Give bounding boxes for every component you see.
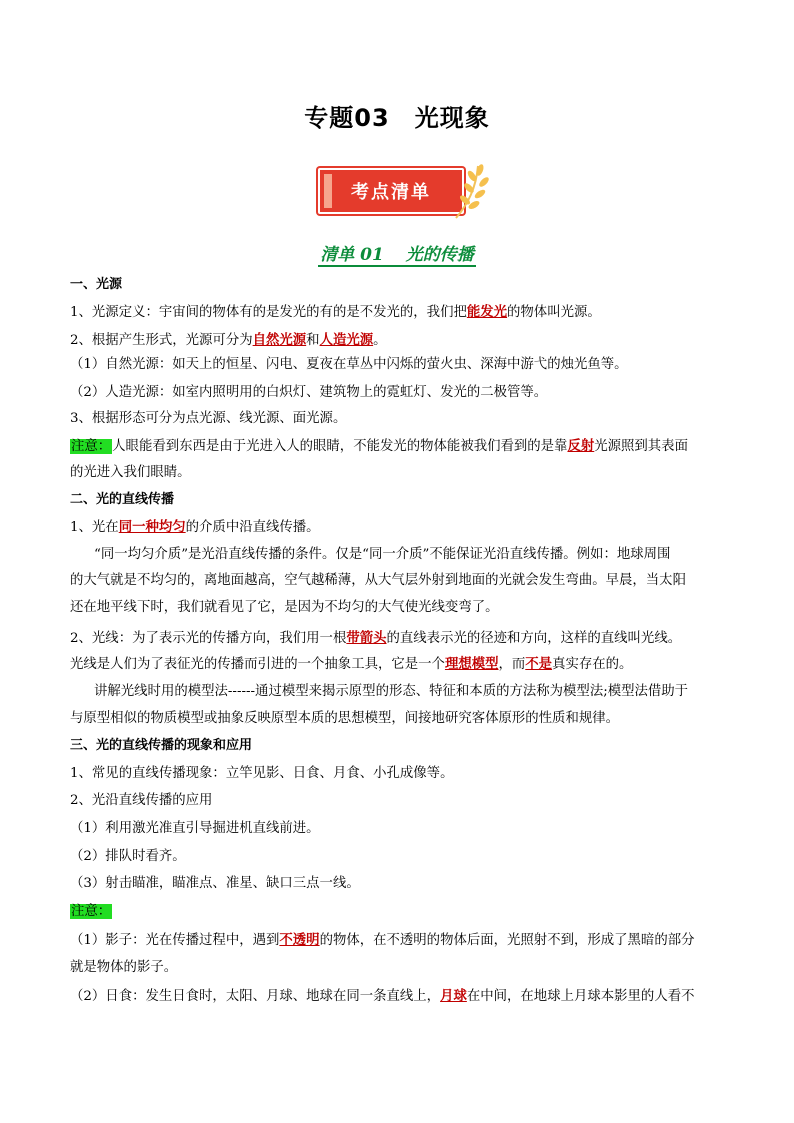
keyword: 人造光源: [319, 332, 374, 348]
section-badge: [318, 160, 488, 222]
paragraph: 2、根据产生形式，光源可分为自然光源和人造光源。: [70, 332, 387, 348]
keyword: 同一种均匀: [118, 519, 186, 535]
paragraph: （1）自然光源：如天上的恒星、闪电、夏夜在草丛中闪烁的萤火虫、深海中游弋的烛光鱼等。: [70, 357, 628, 372]
keyword: 能发光: [466, 304, 508, 320]
badge-label: 考点清单: [351, 182, 431, 203]
paragraph: 与原型相似的物质模型或抽象反映原型本质的思想模型，间接地研究客体原形的性质和规律。: [70, 711, 620, 726]
keyword: 不透明: [279, 932, 320, 948]
subtitle-underline: [318, 245, 476, 267]
heading-phenomena-applications: 三、光的直线传播的现象和应用: [70, 738, 253, 753]
paragraph: （1）利用激光准直引导掘进机直线前进。: [70, 821, 320, 836]
paragraph: 讲解光线时用的模型法------通过模型来揭示原型的形态、特征和本质的方法称为模型法;模型法借助于: [94, 684, 689, 699]
subtitle-prefix: 清单 01: [320, 245, 384, 265]
paragraph: 光线是人们为了表征光的传播而引进的一个抽象工具，它是一个理想模型，而不是真实存在的。: [70, 656, 633, 672]
heading-light-source: 一、光源: [70, 277, 123, 292]
keyword: 自然光源: [252, 332, 307, 348]
paragraph: （2）日食：发生日食时，太阳、月球、地球在同一条直线上，月球在中间，在地球上月球本影里的人看不: [70, 988, 695, 1004]
badge-stripe: [324, 174, 332, 208]
note-label: 注意：: [71, 904, 112, 919]
keyword: 理想模型: [444, 656, 499, 672]
paragraph: 就是物体的影子。: [70, 960, 178, 975]
paragraph: （2）排队时看齐。: [70, 849, 186, 864]
section-subtitle: [0, 240, 794, 265]
subtitle-topic: 光的传播: [405, 245, 474, 265]
keyword: 反射: [567, 438, 595, 454]
paragraph: 的大气就是不均匀的，离地面越高，空气越稀薄，从大气层外射到地面的光就会发生弯曲。早晨，当太阳: [70, 573, 686, 588]
paragraph: 1、光源定义：宇宙间的物体有的是发光的有的是不发光的，我们把能发光的物体叫光源。: [70, 304, 601, 320]
note-paragraph: 注意：人眼能看到东西是由于光进入人的眼睛，不能发光的物体能被我们看到的是靠反射光源照到其表面: [71, 438, 688, 454]
paragraph: 2、光线：为了表示光的传播方向，我们用一根带箭头的直线表示光的径迹和方向，这样的直线叫光线。: [70, 630, 682, 646]
keyword: 不是: [525, 656, 553, 672]
paragraph: 还在地平线下时，我们就看见了它，是因为不均匀的大气使光线变弯了。: [70, 600, 499, 615]
paragraph: 2、光沿直线传播的应用: [70, 793, 213, 808]
keyword: 带箭头: [346, 630, 387, 646]
paragraph: 1、光在同一种均匀的介质中沿直线传播。: [70, 519, 320, 535]
keyword: 月球: [440, 988, 467, 1004]
paragraph: 的光进入我们眼睛。: [70, 465, 191, 480]
page-title: 专题03 光现象: [304, 104, 490, 132]
paragraph: 3、根据形态可分为点光源、线光源、面光源。: [70, 411, 347, 426]
note-paragraph: [70, 902, 730, 922]
paragraph: “同一均匀介质”是光沿直线传播的条件。仅是“同一介质”不能保证光沿直线传播。例如：地球周围: [94, 547, 671, 562]
heading-straight-propagation: 二、光的直线传播: [70, 492, 175, 507]
paragraph: （1）影子：光在传播过程中，遇到不透明的物体，在不透明的物体后面，光照射不到，形成了黑暗的部分: [70, 932, 695, 948]
wheat-icon: [446, 160, 492, 222]
paragraph: 1、常见的直线传播现象：立竿见影、日食、月食、小孔成像等。: [70, 766, 454, 781]
paragraph: （3）射击瞄准，瞄准点、准星、缺口三点一线。: [70, 876, 360, 891]
paragraph: （2）人造光源：如室内照明用的白炽灯、建筑物上的霓虹灯、发光的二极管等。: [70, 385, 548, 400]
note-label: 注意：: [71, 439, 112, 454]
badge-box: [318, 168, 464, 214]
